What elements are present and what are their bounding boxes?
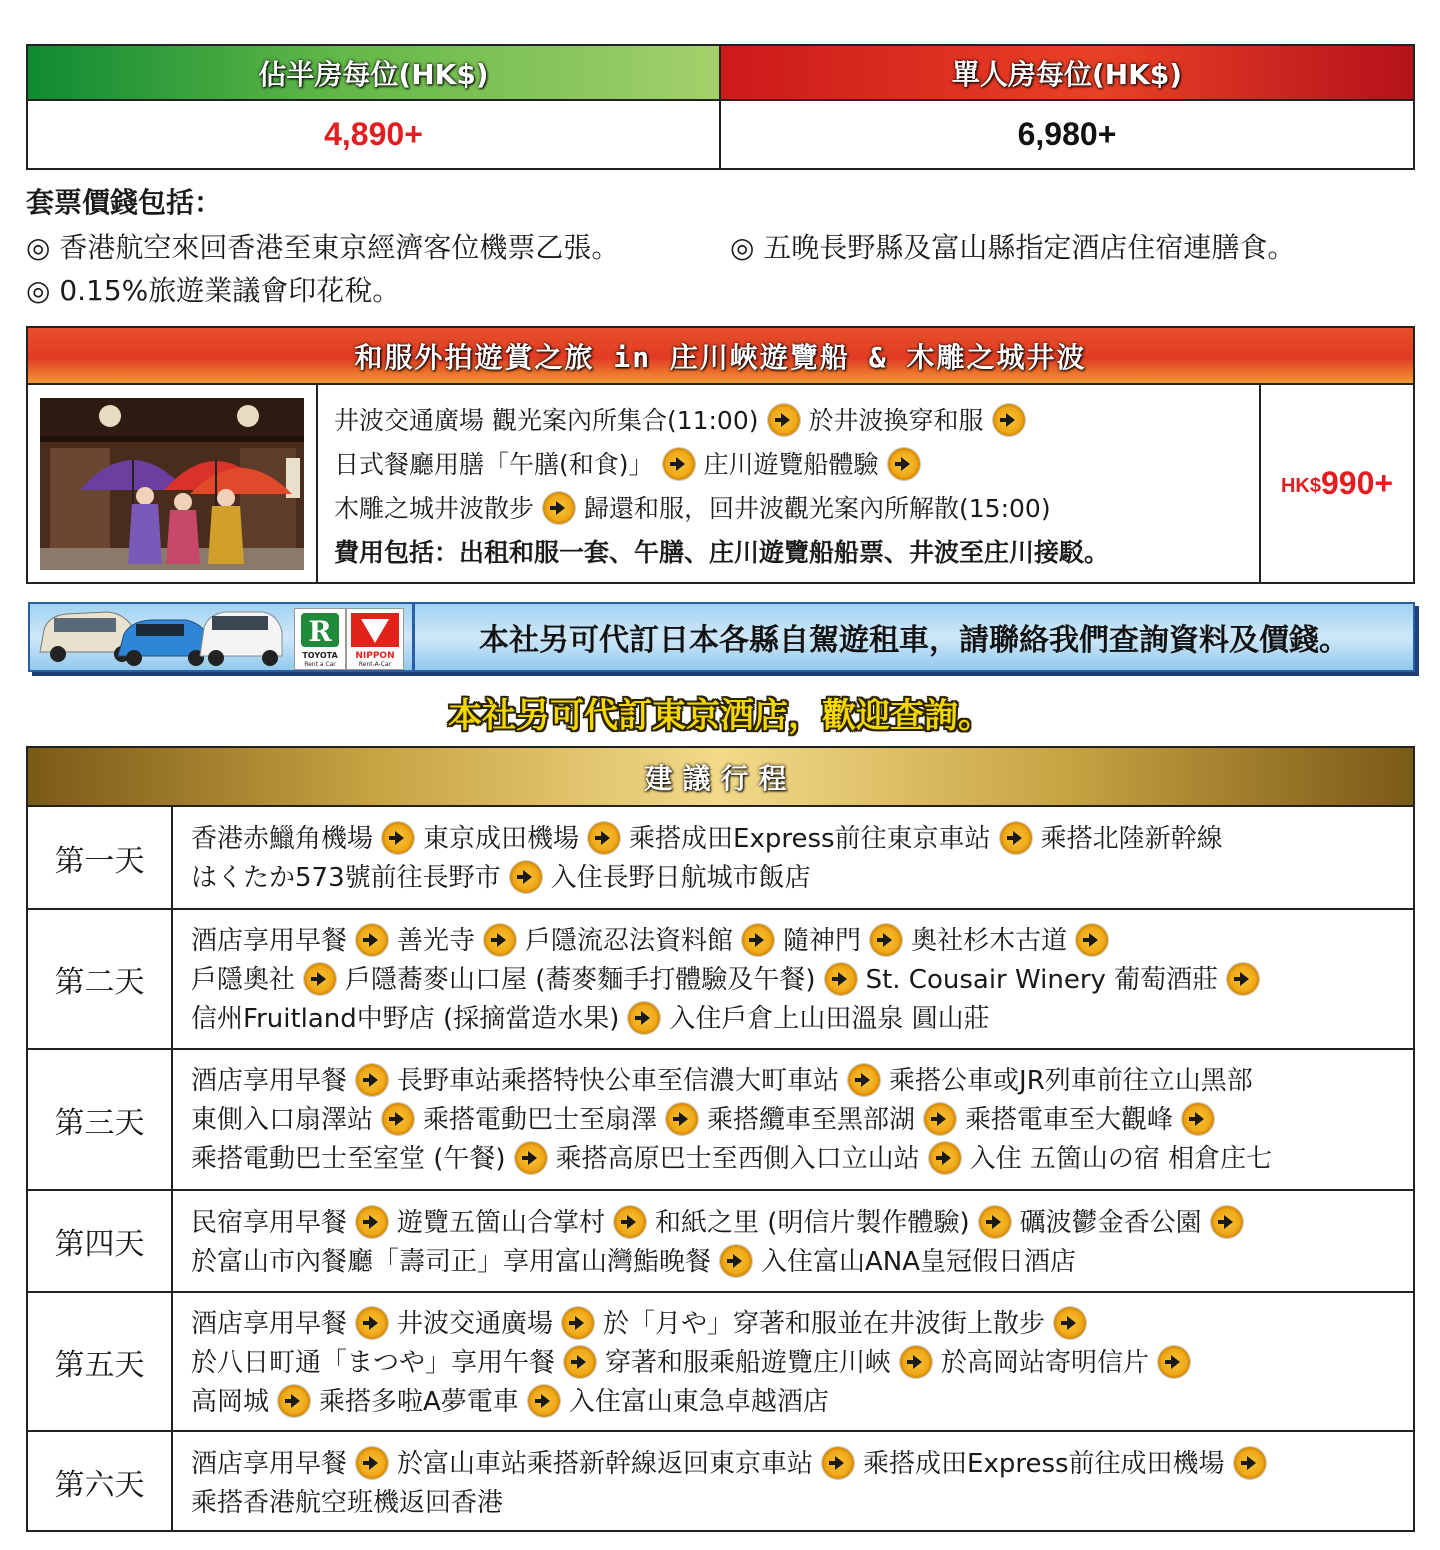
schedule-step: 和紙之里 (明信片製作體驗) bbox=[655, 1208, 970, 1238]
included-item: ◎ 五晚長野縣及富山縣指定酒店住宿連膳食。 bbox=[730, 231, 1296, 264]
tour-step: 歸還和服，回井波觀光案內所解散(15:00) bbox=[584, 494, 1051, 523]
tour-step: 井波交通廣場 觀光案內所集合(11:00) bbox=[334, 406, 759, 435]
arrow-right-icon bbox=[356, 1447, 388, 1479]
single-room-header: 單人房每位(HK$) bbox=[721, 46, 1413, 101]
nippon-rent-a-car-logo bbox=[346, 608, 404, 670]
itinerary-day-row bbox=[28, 1050, 1413, 1191]
schedule-step: 於「月や」穿著和服並在井波街上散步 bbox=[603, 1309, 1046, 1339]
arrow-right-icon bbox=[768, 404, 800, 436]
schedule-line bbox=[191, 1344, 1413, 1383]
svg-text:NIPPON: NIPPON bbox=[355, 651, 395, 661]
schedule-step: 高岡城 bbox=[191, 1387, 270, 1417]
arrow-right-icon bbox=[382, 822, 414, 854]
schedule-step: 長野車站乘搭特快公車至信濃大町車站 bbox=[397, 1066, 840, 1096]
tour-step: 於井波換穿和服 bbox=[808, 406, 984, 435]
schedule-line bbox=[191, 1204, 1413, 1243]
single-room-price: 6,980+ bbox=[1017, 116, 1117, 152]
included-item: ◎ 香港航空來回香港至東京經濟客位機票乙張。 bbox=[26, 231, 620, 264]
schedule-step: 酒店享用早餐 bbox=[191, 1449, 348, 1479]
arrow-right-icon bbox=[822, 1447, 854, 1479]
schedule-step: St. Cousair Winery 葡萄酒莊 bbox=[865, 965, 1219, 995]
schedule-step: 戶隱奧社 bbox=[191, 965, 296, 995]
included-item: ◎ 0.15%旅遊業議會印花稅。 bbox=[26, 274, 401, 307]
schedule-step: 奧社杉木古道 bbox=[911, 926, 1068, 956]
arrow-right-icon bbox=[562, 1307, 594, 1339]
schedule-step: 乘搭電動巴士至室堂 (午餐) bbox=[191, 1144, 506, 1174]
arrow-right-icon bbox=[663, 448, 695, 480]
cars-illustration bbox=[36, 606, 284, 668]
day-label: 第一天 bbox=[28, 807, 173, 908]
schedule-step: 乘搭公車或JR列車前往立山黑部 bbox=[889, 1066, 1253, 1096]
arrow-right-icon bbox=[1211, 1206, 1243, 1238]
tour-line bbox=[334, 399, 1259, 443]
schedule-line bbox=[191, 1000, 1413, 1039]
schedule-step: 入住長野日航城市飯店 bbox=[550, 863, 811, 893]
arrow-right-icon bbox=[356, 1064, 388, 1096]
schedule-step: 井波交通廣場 bbox=[397, 1309, 554, 1339]
itinerary-title: 建議行程 bbox=[28, 748, 1413, 807]
schedule-step: 戶隱流忍法資料館 bbox=[525, 926, 734, 956]
schedule-step: 酒店享用早餐 bbox=[191, 926, 348, 956]
schedule-line bbox=[191, 1445, 1413, 1484]
arrow-right-icon bbox=[278, 1385, 310, 1417]
nippon-logo-graphic bbox=[347, 609, 403, 669]
arrow-right-icon bbox=[614, 1206, 646, 1238]
schedule-line bbox=[191, 1140, 1413, 1179]
schedule-line bbox=[191, 1101, 1413, 1140]
svg-text:TOYOTA: TOYOTA bbox=[302, 651, 338, 660]
itinerary-day-row bbox=[28, 807, 1413, 910]
twin-room-price: 4,890+ bbox=[28, 101, 721, 168]
arrow-right-icon bbox=[528, 1385, 560, 1417]
schedule-step: 於富山車站乘搭新幹線返回東京車站 bbox=[397, 1449, 814, 1479]
car-rental-banner bbox=[28, 602, 1415, 672]
schedule-step: 乘搭香港航空班機返回香港 bbox=[191, 1488, 504, 1518]
schedule-step: はくたか573號前往長野市 bbox=[191, 863, 501, 893]
arrow-right-icon bbox=[888, 448, 920, 480]
arrow-right-icon bbox=[1227, 963, 1259, 995]
arrow-right-icon bbox=[1234, 1447, 1266, 1479]
schedule-step: 穿著和服乘船遊覽庄川峽 bbox=[605, 1348, 892, 1378]
twin-room-header: 佔半房每位(HK$) bbox=[28, 46, 721, 101]
arrow-right-icon bbox=[356, 1307, 388, 1339]
arrow-right-icon bbox=[900, 1346, 932, 1378]
arrow-right-icon bbox=[1054, 1307, 1086, 1339]
arrow-right-icon bbox=[666, 1103, 698, 1135]
tour-line bbox=[334, 487, 1259, 531]
arrow-right-icon bbox=[356, 1206, 388, 1238]
arrow-right-icon bbox=[588, 822, 620, 854]
arrow-right-icon bbox=[382, 1103, 414, 1135]
arrow-right-icon bbox=[979, 1206, 1011, 1238]
arrow-right-icon bbox=[356, 924, 388, 956]
arrow-right-icon bbox=[484, 924, 516, 956]
itinerary-day-row bbox=[28, 1432, 1413, 1532]
svg-text:R: R bbox=[308, 615, 332, 648]
schedule-step: 善光寺 bbox=[397, 926, 476, 956]
schedule-step: 遊覽五箇山合掌村 bbox=[397, 1208, 606, 1238]
arrow-right-icon bbox=[924, 1103, 956, 1135]
day-label: 第四天 bbox=[28, 1191, 173, 1291]
car-rental-text: 本社另可代訂日本各縣自駕遊租車，請聯絡我們查詢資料及價錢。 bbox=[412, 604, 1413, 670]
schedule-step: 入住富山ANA皇冠假日酒店 bbox=[761, 1247, 1077, 1277]
arrow-right-icon bbox=[825, 963, 857, 995]
svg-text:Rent-A-Car: Rent-A-Car bbox=[358, 661, 392, 668]
arrow-right-icon bbox=[742, 924, 774, 956]
kimono-photo-illustration bbox=[40, 398, 304, 570]
schedule-step: 東京成田機場 bbox=[423, 824, 580, 854]
schedule-step: 於富山市內餐廳「壽司正」享用富山灣鮨晚餐 bbox=[191, 1247, 712, 1277]
schedule-line bbox=[191, 922, 1413, 961]
arrow-right-icon bbox=[564, 1346, 596, 1378]
arrow-right-icon bbox=[720, 1245, 752, 1277]
itinerary-day-row bbox=[28, 1191, 1413, 1293]
schedule-line bbox=[191, 1062, 1413, 1101]
schedule-step: 乘搭電動巴士至扇澤 bbox=[423, 1105, 658, 1135]
tour-details bbox=[318, 385, 1261, 582]
arrow-right-icon bbox=[543, 492, 575, 524]
day-schedule bbox=[173, 1050, 1413, 1189]
schedule-step: 酒店享用早餐 bbox=[191, 1066, 348, 1096]
schedule-step: 於八日町通「まつや」享用午餐 bbox=[191, 1348, 556, 1378]
arrow-right-icon bbox=[1158, 1346, 1190, 1378]
arrow-right-icon bbox=[628, 1002, 660, 1034]
day-label: 第六天 bbox=[28, 1432, 173, 1532]
kimono-tour-section bbox=[26, 326, 1415, 584]
day-schedule bbox=[173, 910, 1413, 1048]
schedule-step: 礪波鬱金香公園 bbox=[1019, 1208, 1202, 1238]
schedule-step: 乘搭纜車至黑部湖 bbox=[707, 1105, 916, 1135]
svg-text:Rent a Car: Rent a Car bbox=[304, 661, 336, 668]
tour-step: 庄川遊覽船體驗 bbox=[703, 450, 879, 479]
schedule-line bbox=[191, 1383, 1413, 1422]
schedule-step: 入住 五箇山の宿 相倉庄七 bbox=[969, 1144, 1273, 1174]
arrow-right-icon bbox=[1076, 924, 1108, 956]
tour-step: 木雕之城井波散步 bbox=[334, 494, 535, 523]
arrow-right-icon bbox=[870, 924, 902, 956]
included-title: 套票價錢包括： bbox=[26, 186, 223, 219]
schedule-step: 隨神門 bbox=[783, 926, 862, 956]
schedule-line bbox=[191, 820, 1413, 859]
tour-price bbox=[1261, 385, 1413, 582]
schedule-step: 乘搭成田Express前往東京車站 bbox=[629, 824, 991, 854]
schedule-line bbox=[191, 1243, 1413, 1282]
tour-title: 和服外拍遊賞之旅 in 庄川峽遊覽船 & 木雕之城井波 bbox=[28, 328, 1413, 385]
schedule-line bbox=[191, 1484, 1413, 1523]
schedule-line bbox=[191, 859, 1413, 898]
tour-photo-cell bbox=[28, 385, 318, 582]
arrow-right-icon bbox=[304, 963, 336, 995]
arrow-right-icon bbox=[929, 1142, 961, 1174]
toyota-logo-graphic bbox=[295, 609, 345, 669]
day-label: 第三天 bbox=[28, 1050, 173, 1189]
price-table bbox=[26, 44, 1415, 170]
tour-line bbox=[334, 443, 1259, 487]
itinerary-day-row bbox=[28, 1293, 1413, 1432]
schedule-step: 酒店享用早餐 bbox=[191, 1309, 348, 1339]
schedule-line bbox=[191, 961, 1413, 1000]
arrow-right-icon bbox=[848, 1064, 880, 1096]
arrow-right-icon bbox=[515, 1142, 547, 1174]
arrow-right-icon bbox=[1182, 1103, 1214, 1135]
schedule-step: 入住戶倉上山田溫泉 圓山莊 bbox=[669, 1004, 990, 1034]
schedule-step: 香港赤鱲角機場 bbox=[191, 824, 374, 854]
schedule-step: 乘搭北陸新幹線 bbox=[1040, 824, 1223, 854]
schedule-step: 民宿享用早餐 bbox=[191, 1208, 348, 1238]
arrow-right-icon bbox=[993, 404, 1025, 436]
day-label: 第五天 bbox=[28, 1293, 173, 1430]
schedule-step: 於高岡站寄明信片 bbox=[941, 1348, 1150, 1378]
itinerary-day-row bbox=[28, 910, 1413, 1050]
rental-cars-image bbox=[36, 606, 284, 668]
schedule-step: 乘搭高原巴士至西側入口立山站 bbox=[555, 1144, 920, 1174]
arrow-right-icon bbox=[510, 861, 542, 893]
tour-price-amount: 990+ bbox=[1320, 465, 1394, 501]
schedule-step: 入住富山東急卓越酒店 bbox=[568, 1387, 829, 1417]
itinerary-table bbox=[26, 746, 1415, 1532]
arrow-right-icon bbox=[1000, 822, 1032, 854]
day-schedule bbox=[173, 1191, 1413, 1291]
day-label: 第二天 bbox=[28, 910, 173, 1048]
tour-fee-note: 費用包括：出租和服一套、午膳、庄川遊覽船船票、井波至庄川接駁。 bbox=[334, 538, 1110, 567]
schedule-step: 乘搭電車至大觀峰 bbox=[965, 1105, 1174, 1135]
schedule-step: 東側入口扇澤站 bbox=[191, 1105, 374, 1135]
kimono-photo bbox=[40, 398, 304, 570]
tour-price-currency: HK$ bbox=[1280, 474, 1321, 497]
schedule-line bbox=[191, 1305, 1413, 1344]
day-schedule bbox=[173, 1432, 1413, 1532]
schedule-step: 戶隱蕎麥山口屋 (蕎麥麵手打體驗及午餐) bbox=[345, 965, 816, 995]
schedule-step: 信州Fruitland中野店 (採摘當造水果) bbox=[191, 1004, 620, 1034]
toyota-rent-a-car-logo bbox=[294, 608, 346, 670]
schedule-step: 乘搭多啦A夢電車 bbox=[319, 1387, 519, 1417]
hotel-booking-note: 本社另可代訂東京酒店，歡迎查詢。 bbox=[448, 695, 992, 736]
day-schedule bbox=[173, 1293, 1413, 1430]
day-schedule bbox=[173, 807, 1413, 908]
schedule-step: 乘搭成田Express前往成田機場 bbox=[863, 1449, 1225, 1479]
tour-step: 日式餐廳用膳「午膳(和食)」 bbox=[334, 450, 654, 479]
